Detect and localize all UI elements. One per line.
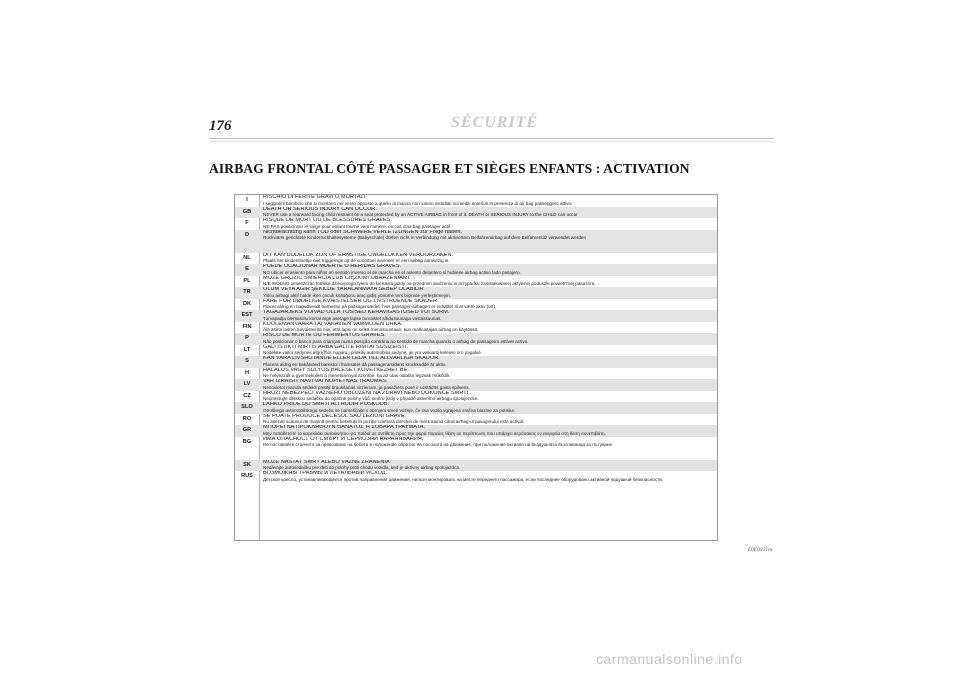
table-row xyxy=(235,207,717,219)
warning-instruction: Детское кресло, устанавливающееся против направления движения, нельзя монтировать на месте переднего пассажира, если последнее оборудовано активной подушкой безопасности. xyxy=(263,476,664,482)
language-code: SLO xyxy=(241,404,253,410)
warning-text xyxy=(263,299,714,311)
table-row xyxy=(235,368,717,380)
language-code: H xyxy=(244,369,250,376)
language-code: F xyxy=(245,220,249,226)
language-code: I xyxy=(246,197,248,203)
table-row xyxy=(235,287,717,299)
warning-instruction: Ne helyezzük a gyermekülést a menetiránnyal szembe, ha az utas oldalán légzsák működik. xyxy=(263,373,451,379)
warning-headline: HALÁLOS VAGY SÚLYOS BALESET KÖVETKEZHET BE. xyxy=(263,367,409,373)
warning-headline: RISCHIO DI FERITE GRAVI O MORTALI. xyxy=(263,195,367,200)
warning-text xyxy=(263,402,714,414)
warning-headline: VAR IZRAISĪT NĀVI VAI NOPIETNAS TRAUMAS. xyxy=(263,379,388,384)
warning-instruction: Otroškega avtomobilskega sedeža ne nameščajte v obrnjeni smeri vožnje, če ima vozilo vgrajena zračna blazine za potnike. xyxy=(263,407,516,413)
language-code: S xyxy=(245,358,249,364)
warning-text xyxy=(263,207,714,219)
warning-instruction: I seggiolini bambino che si montano nel verso opposto a quello di marcia non vanno installati sui sedili anteriori in presenza di air bag passeggero attivo. xyxy=(263,200,573,206)
table-row xyxy=(235,195,717,207)
warning-instruction: NEVER use a rearward facing child restraint on a seat protected by an ACTIVE AIRBAG in front of it. DEATH or SERIOUS INJURY to the CHILD can occur xyxy=(263,212,578,218)
section-title: SÉCURITÉ xyxy=(451,114,539,131)
table-row xyxy=(235,402,717,414)
warning-text xyxy=(263,230,714,242)
warning-instruction: Не поставяйте столчето за превозване на бебета в положение обратно на посоката на движение, при положение активно на въздушната възглавница за пътуване. xyxy=(263,442,614,448)
warning-instruction: Placera aldrig en bakåtvänd barnstol i framsätet då passagerarsidans krockkudde är aktiv. xyxy=(263,361,446,367)
warning-text xyxy=(263,333,714,345)
warning-headline: RISCO DE MORTE OU FERIMENTOS GRAVES. xyxy=(263,333,386,338)
table-row xyxy=(235,310,717,322)
language-code: LT xyxy=(243,346,251,353)
warning-text xyxy=(263,195,714,207)
language-code: RO xyxy=(242,415,252,422)
warning-text xyxy=(263,437,714,449)
warning-text xyxy=(263,460,714,472)
warning-text xyxy=(263,253,714,265)
page-heading: AIRBAG FRONTAL CÔTÉ PASSAGER ET SIÈGES ENFANTS : ACTIVATION xyxy=(209,161,690,176)
warning-headline: ВОЗМОЖНЫ ТРАВМЫ И ЛЕТАЛЬНЫЙ ИСХОД. xyxy=(263,471,388,476)
warning-headline: PUEDE OCACIONAR MUERTE O HERIDAS GRAVES. xyxy=(263,264,402,269)
warning-headline: LAHKO PRIDE DO SMRTI ALI HUDIH POŠKODB. xyxy=(263,402,390,407)
language-code: GB xyxy=(242,208,252,215)
warning-instruction: NIE WOLNO umieszczać fotelika dziecięcego tyłem do kierunku jazdy na przednim siedzeniu w przypadku zainstalowanej aktywnej poduszki powietrznej pasażera. xyxy=(263,281,596,287)
language-code: EST xyxy=(241,312,253,318)
warning-headline: TAGAJÄRJEKS VÕIVAD OLLA TÕSISED KEHAVIGASTUSED VÕI SURM. xyxy=(263,310,450,315)
warning-instruction: Yolcu airbagi aktif halde iken çocuk koltuğunu araç gidiş yönüme ters biçimde yerleştirmeyin. xyxy=(263,292,452,298)
warning-instruction: Nedėkite vaiko sėdynės atgręžtos nugara į priekinį automobilio sėdynę, jei yra veikiantį keleivio oro pagalvė. xyxy=(263,350,483,356)
language-code: RUS xyxy=(241,473,253,479)
language-code: PL xyxy=(243,277,251,284)
warning-text xyxy=(263,356,714,368)
warning-headline: Nichtbeachtung kann TOD oder SCHWERE VERLETZUNGEN zur Folge haben. xyxy=(263,229,463,235)
watermark[interactable]: carmanualsonline.info xyxy=(596,651,743,667)
warning-instruction: Rückwärts gerichtete Kinderrückhaltesysteme (Babyschale) dürfen nicht in Verbindung mit aktiviertem Beifahrerairbag auf dem Beifahrersitz verwendet werden xyxy=(263,235,586,241)
warning-instruction: Μην τοποθετείτε το καρεκλάκι αυτοκινήτου για παιδιά σε αντίθετη προς την φορά πορείας θέση σε περίπτωση που υπάρχει αερόσακος εν ενεργεία στη θέση συνεπιβάτη. xyxy=(263,430,606,436)
warning-headline: MÔŽE NASTAŤ SMRŤ ALEBO VÁŽNE ZRANENIA xyxy=(263,459,390,465)
warning-headline: HROZÍ NEBEZPEČÍ VÁŽNÉHO ÚBLUŽENÍ NA ZDRAVÍ NEBO DOKONCE SMRTI. xyxy=(263,390,470,396)
warning-headline: KAN VARA LIVSHOTANDE ELLER LEDA TILL ALLVARLIGA SKADOR. xyxy=(263,356,440,361)
warning-instruction: Não posicionar o banco para crianças numa posição contrária ao sentido de marcha quando o airbag de passageiro estiver activo. xyxy=(263,338,529,344)
table-row xyxy=(235,437,717,460)
warning-instruction: Plaats het kinderstoeltje niet ruggelings op de voorstoel wanneer er een airbag aanwezig is. xyxy=(263,258,450,264)
warning-headline: ΜΠΟΡΕΙ ΝΑ ΠΡΟΚΛΗΘΟΥΝ ΘΑΝΑΤΟΣ Ή ΣΟΒΑΡΑ ΤΡΑΥΜΑΤΑ. xyxy=(263,425,425,430)
warning-instruction: Nedávajte autosedačku pre deti do polohy proti chodu vozidla, keď je aktívny airbag spolujazdca. xyxy=(263,465,461,471)
table-row xyxy=(235,333,717,345)
warning-headline: ИМА ОПАСНОСТ ОТ СМЪРТ И СЕРИОЗНИ НАРАНЯВАНИЯ. xyxy=(263,436,424,442)
table-row xyxy=(235,218,717,230)
table-row xyxy=(235,299,717,311)
language-code: CZ xyxy=(243,392,251,399)
language-code: BG xyxy=(242,438,252,445)
language-code: LV xyxy=(243,381,251,387)
warning-instruction: NE PAS positionner le siège pour enfant tourné vers l'arrière, en cas d'air bag passager actif. xyxy=(263,223,452,229)
warning-instruction: NO ubicar el asiento para niños en sentido inverso al de marcha en el asiento delantero si hubiese airbag activo lado pasajero. xyxy=(263,269,521,275)
warning-headline: DEATH OR SERIOUS INJURY CAN OCCUR. xyxy=(263,206,377,212)
table-row xyxy=(235,425,717,437)
language-code: D xyxy=(244,231,250,238)
warning-headline: KUOLEMANVAARA TAI VAKAVIEN VAMMOJEN UHKA. xyxy=(263,321,403,327)
warning-text xyxy=(263,471,714,483)
warning-headline: DIT KAN DODELIJK ZIJN OF ERNSTIGE ONGELUKKEN VEROORZAKEN. xyxy=(263,252,454,258)
language-code: NL xyxy=(243,254,251,261)
table-row xyxy=(235,414,717,426)
warning-text xyxy=(263,414,714,426)
language-code: DK xyxy=(242,300,252,307)
table-row xyxy=(235,345,717,357)
table-row xyxy=(235,276,717,288)
figure-code: L0E0321m xyxy=(748,547,773,553)
language-code: E xyxy=(245,266,249,272)
language-code: TR xyxy=(243,289,251,295)
language-code: SK xyxy=(243,461,251,468)
language-code: P xyxy=(245,335,249,341)
header-rule xyxy=(209,138,774,139)
table-row xyxy=(235,264,717,276)
table-row xyxy=(235,322,717,334)
warning-instruction: Neumisťujte dětskou sedačku do opačné polohy vůči směru jízdy v případě aktivního airbagu spolujezdce. xyxy=(263,396,479,402)
warning-text xyxy=(263,368,714,380)
table-row xyxy=(235,379,717,391)
warning-text xyxy=(263,322,714,334)
header-rule-faint xyxy=(209,141,774,142)
warning-headline: FARE FOR DØDELIGE KVÆSTELSER OG LIVSTRUENDE SKADER. xyxy=(263,298,439,304)
language-code: FIN xyxy=(242,323,252,330)
airbag-warning-table xyxy=(234,194,718,541)
table-row xyxy=(235,356,717,368)
table-row xyxy=(235,253,717,265)
warning-text xyxy=(263,310,714,322)
table-row xyxy=(235,471,717,483)
language-code: GR xyxy=(242,427,252,433)
warning-instruction: Nenovietot mazuļa sēdekli pretēji braukšanas virzienam, ja pasažiera pusē ir uzstādīts gaisa spilvens. xyxy=(263,384,470,390)
warning-headline: GALI IŠTIKTI MIRTIS ARBA GALITE RIMTAI SUSIŽEISTI. xyxy=(263,344,408,350)
warning-text xyxy=(263,379,714,391)
table-row xyxy=(235,230,717,253)
warning-text xyxy=(263,218,714,230)
warning-headline: SE POATE PRODUCE DECESUL SAU LEZIUNI GRAVE. xyxy=(263,413,407,419)
warning-instruction: Älä aseta lasten turvaistuinta niin, että lapsi on selkä menosuuntaan, kun matkustajan airbag on käytössä. xyxy=(263,327,479,333)
warning-instruction: Turvapadja olemasolu korral ärge asetage lapse turvaistet sõidusuunaga vastassuunas. xyxy=(263,315,442,321)
warning-headline: ÖLÜM VEYA AĞIR ŞEKILDE YARALANMAYA SEBEP OLABILIR xyxy=(263,287,424,292)
warning-headline: RISQUE DE MORT OU DE BLESSURES GRAVES. xyxy=(263,218,392,223)
warning-text xyxy=(263,425,714,437)
warning-instruction: Placer aldrig en bagudvendt barnestol på passagersædet, hvis passager-airbagen er indstillet til at være aktiv (on). xyxy=(263,304,497,310)
warning-text xyxy=(263,391,714,403)
table-row xyxy=(235,460,717,472)
warning-text xyxy=(263,345,714,357)
warning-headline: MOŻE GROZIĆ ŚMIERCIA LUB CIĘŻKIMI OBRAŻENIAMI. xyxy=(263,275,411,281)
page-number: 176 xyxy=(209,118,232,134)
warning-instruction: Nu așezați scaunul de mașină pentru bebeluși în poziție contrară direcției de mers atunci când airbag-ul pasagerului este activat. xyxy=(263,419,525,425)
warning-text xyxy=(263,276,714,288)
table-row xyxy=(235,391,717,403)
warning-text xyxy=(263,287,714,299)
warning-text xyxy=(263,264,714,276)
